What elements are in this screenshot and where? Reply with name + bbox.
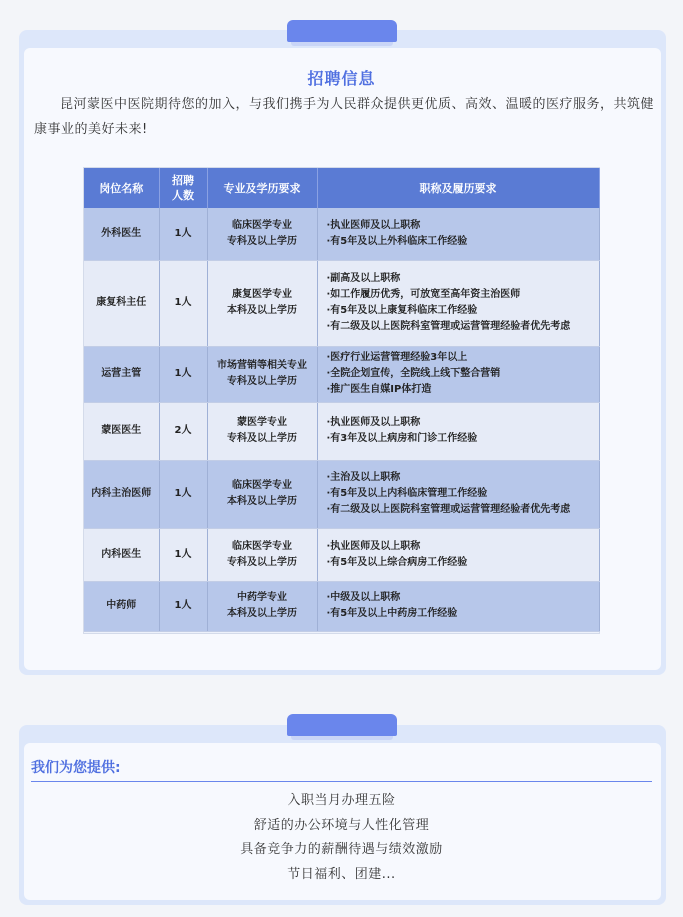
recruitment-intro: 昆河蒙医中医院期待您的加入，与我们携手为人民群众提供更优质、高效、温暖的医疗服务，共筑健康事业的美好未来!	[34, 97, 655, 137]
cell-count: 1人	[159, 208, 207, 260]
major-line: 本科及以上学历	[227, 496, 297, 507]
requirement-line: ·执业医师及以上职称	[326, 417, 421, 428]
requirement-line: ·执业医师及以上职称	[326, 540, 421, 552]
major-line: 市场营销等相关专业	[217, 360, 307, 371]
cell-requirements	[317, 402, 599, 460]
major-line: 临床医学专业	[232, 480, 292, 491]
requirement-line: ·有二级及以上医院科室管理或运营管理经验者优先考虑	[326, 321, 571, 332]
cell-position: 中药师	[84, 581, 159, 631]
table-row	[84, 460, 599, 528]
cell-position: 内科医生	[84, 528, 159, 581]
major-line: 临床医学专业	[232, 219, 292, 231]
recruitment-title: 招聘信息	[307, 69, 376, 88]
major-line: 专科及以上学历	[227, 556, 297, 568]
cell-major	[207, 581, 317, 631]
requirement-line: ·医疗行业运营管理经验3年以上	[326, 352, 468, 363]
header-position: 岗位名称	[84, 168, 159, 208]
cell-requirements	[317, 528, 599, 581]
table-row	[84, 208, 599, 260]
cell-count: 1人	[159, 528, 207, 581]
cell-major	[207, 260, 317, 346]
cell-major	[207, 208, 317, 260]
major-line: 专科及以上学历	[227, 433, 297, 444]
requirement-line: ·有5年及以上中药房工作经验	[326, 608, 458, 619]
requirement-line: ·有3年及以上病房和门诊工作经验	[326, 433, 478, 444]
table-header-row	[84, 168, 599, 208]
requirement-line: ·全院企划宣传，全院线上线下整合营销	[326, 368, 501, 379]
cell-major	[207, 346, 317, 402]
requirement-line: ·有5年及以上综合病房工作经验	[326, 556, 468, 568]
cell-major	[207, 460, 317, 528]
major-line: 康复医学专业	[232, 289, 292, 300]
benefits-divider	[31, 781, 652, 782]
table-row	[84, 346, 599, 402]
table-row	[84, 581, 599, 631]
major-line: 临床医学专业	[232, 540, 292, 552]
cell-major	[207, 528, 317, 581]
cell-position: 蒙医医生	[84, 402, 159, 460]
cell-count: 1人	[159, 581, 207, 631]
requirement-line: ·执业医师及以上职称	[326, 219, 421, 231]
cell-requirements	[317, 581, 599, 631]
cell-count: 1人	[159, 460, 207, 528]
major-line: 专科及以上学历	[227, 376, 297, 387]
cell-position: 内科主治医师	[84, 460, 159, 528]
requirement-line: ·主治及以上职称	[326, 472, 401, 483]
benefit-item: 节日福利、团建...	[287, 866, 396, 882]
requirement-line: ·有5年及以上外科临床工作经验	[326, 235, 468, 247]
card-tab-decoration	[287, 714, 397, 736]
benefit-item: 入职当月办理五险	[287, 793, 396, 808]
cell-count: 1人	[159, 260, 207, 346]
major-line: 本科及以上学历	[227, 305, 297, 316]
header-count	[159, 168, 207, 208]
cell-position: 外科医生	[84, 208, 159, 260]
benefits-list	[0, 789, 683, 887]
major-line: 中药学专业	[237, 592, 287, 603]
cell-position: 康复科主任	[84, 260, 159, 346]
benefits-title: 我们为您提供:	[31, 760, 121, 776]
benefit-item: 具备竞争力的薪酬待遇与绩效激励	[240, 842, 443, 857]
requirement-line: ·有5年及以上内科临床管理工作经验	[326, 488, 488, 499]
cell-requirements	[317, 208, 599, 260]
requirement-line: ·推广医生自媒IP体打造	[326, 384, 432, 395]
header-major: 专业及学历要求	[207, 168, 317, 208]
requirement-line: ·有二级及以上医院科室管理或运营管理经验者优先考虑	[326, 504, 571, 515]
recruitment-table	[84, 168, 599, 633]
cell-requirements	[317, 346, 599, 402]
major-line: 本科及以上学历	[227, 608, 297, 619]
cell-requirements	[317, 460, 599, 528]
benefit-item: 舒适的办公环境与人性化管理	[253, 817, 430, 833]
table-row	[84, 528, 599, 581]
requirement-line: ·有5年及以上康复科临床工作经验	[326, 305, 478, 316]
major-line: 专科及以上学历	[227, 235, 297, 247]
requirement-line: ·中级及以上职称	[326, 592, 401, 603]
cell-position: 运营主管	[84, 346, 159, 402]
header-count-text: 招聘人数	[172, 174, 194, 202]
major-line: 蒙医学专业	[237, 417, 287, 428]
header-requirements: 职称及履历要求	[317, 168, 599, 208]
cell-count: 1人	[159, 346, 207, 402]
card-tab-decoration	[287, 20, 397, 42]
requirement-line: ·副高及以上职称	[326, 273, 401, 284]
table-row	[84, 260, 599, 346]
requirement-line: ·如工作履历优秀，可放宽至高年资主治医师	[326, 289, 521, 300]
table-row	[84, 402, 599, 460]
cell-count: 2人	[159, 402, 207, 460]
cell-requirements	[317, 260, 599, 346]
cell-major	[207, 402, 317, 460]
